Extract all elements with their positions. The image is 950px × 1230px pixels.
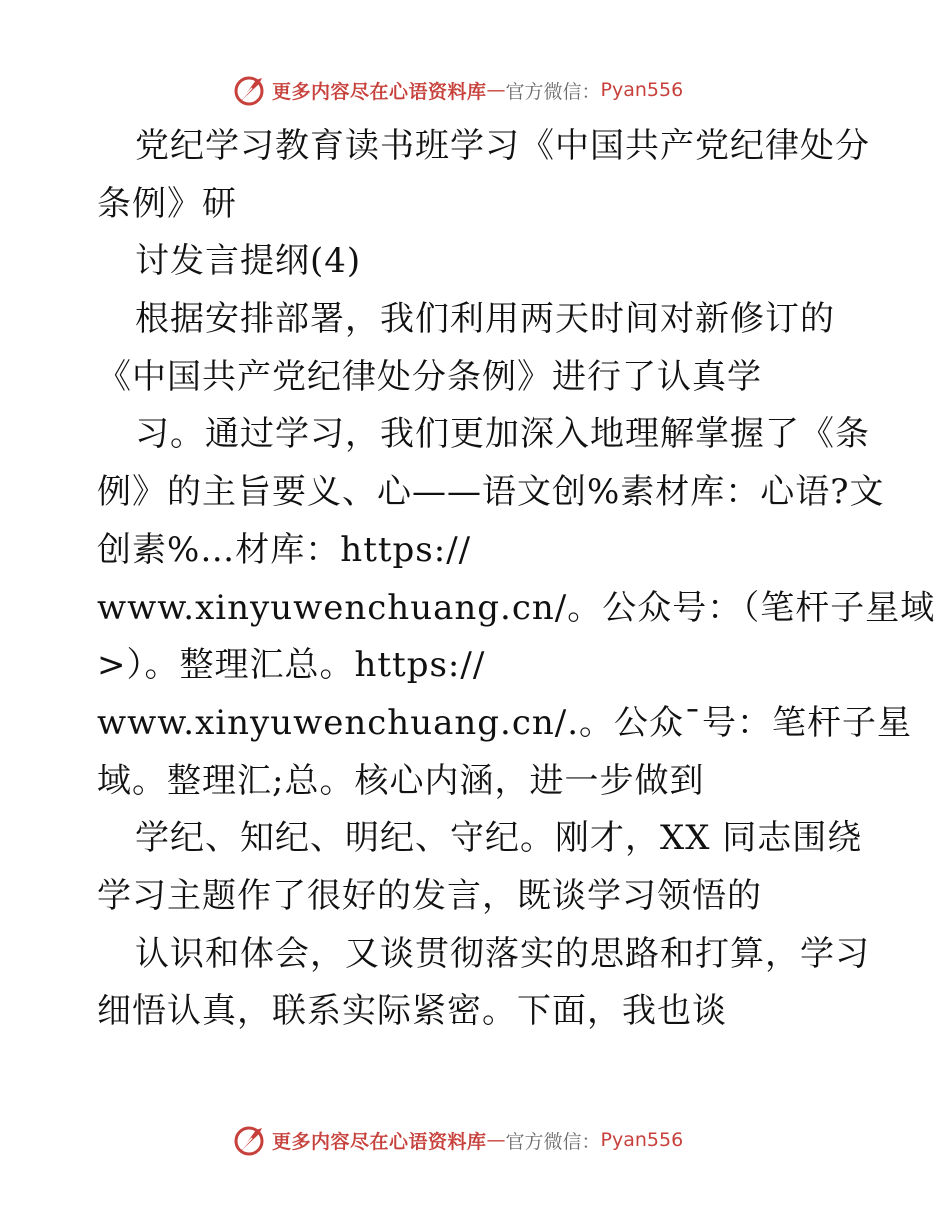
text-line: 根据安排部署，我们利用两天时间对新修订的 (135, 299, 835, 340)
quill-logo-icon (232, 72, 268, 108)
text-line: 认识和体会，又谈贯彻落实的思路和打算，学习 (135, 933, 870, 974)
text-line: 讨发言提纲(4) (135, 241, 362, 282)
text-line: 创素%…材库：https:// (97, 529, 472, 570)
footer-watermark (232, 1120, 683, 1160)
watermark-brand: 更多内容尽在心语资料库 (272, 80, 487, 103)
watermark-separator: — (486, 79, 506, 101)
header-watermark (232, 70, 683, 110)
watermark-brand: 更多内容尽在心语资料库 (272, 1130, 487, 1153)
quill-logo-icon (232, 1122, 268, 1158)
text-line: 域。整理汇;总。核心内涵，进一步做到 (97, 760, 705, 801)
text-line: 例》的主旨要义、心——语文创%素材库：心语?文 (97, 472, 885, 513)
watermark-wechat-id: Pyan556 (600, 79, 684, 101)
watermark-wechat-id: Pyan556 (600, 1129, 684, 1151)
text-line: 习。通过学习，我们更加深入地理解掌握了《条 (135, 414, 870, 455)
text-line: www.xinyuwenchuang.cn/。公众号：（笔杆子星域 (97, 587, 936, 628)
text-line: >）。整理汇总。https:// (97, 645, 486, 686)
watermark-wechat-label: 官方微信： (505, 1130, 601, 1153)
watermark-separator: — (486, 1129, 506, 1151)
text-line: 细悟认真，联系实际紧密。下面，我也谈 (97, 991, 727, 1032)
text-line: 学习主题作了很好的发言，既谈学习领悟的 (97, 875, 762, 916)
document-body (97, 118, 936, 1041)
text-line: 《中国共产党纪律处分条例》进行了认真学 (97, 356, 762, 397)
text-line: 党纪学习教育读书班学习《中国共产党纪律处分 (135, 126, 870, 166)
watermark-wechat-label: 官方微信： (505, 80, 601, 103)
text-line: 学纪、知纪、明纪、守纪。刚才，XX 同志围绕 (135, 818, 863, 859)
text-line: 条例》研 (97, 183, 237, 224)
text-line: www.xinyuwenchuang.cn/.。公众¯号：笔杆子星 (97, 702, 913, 743)
